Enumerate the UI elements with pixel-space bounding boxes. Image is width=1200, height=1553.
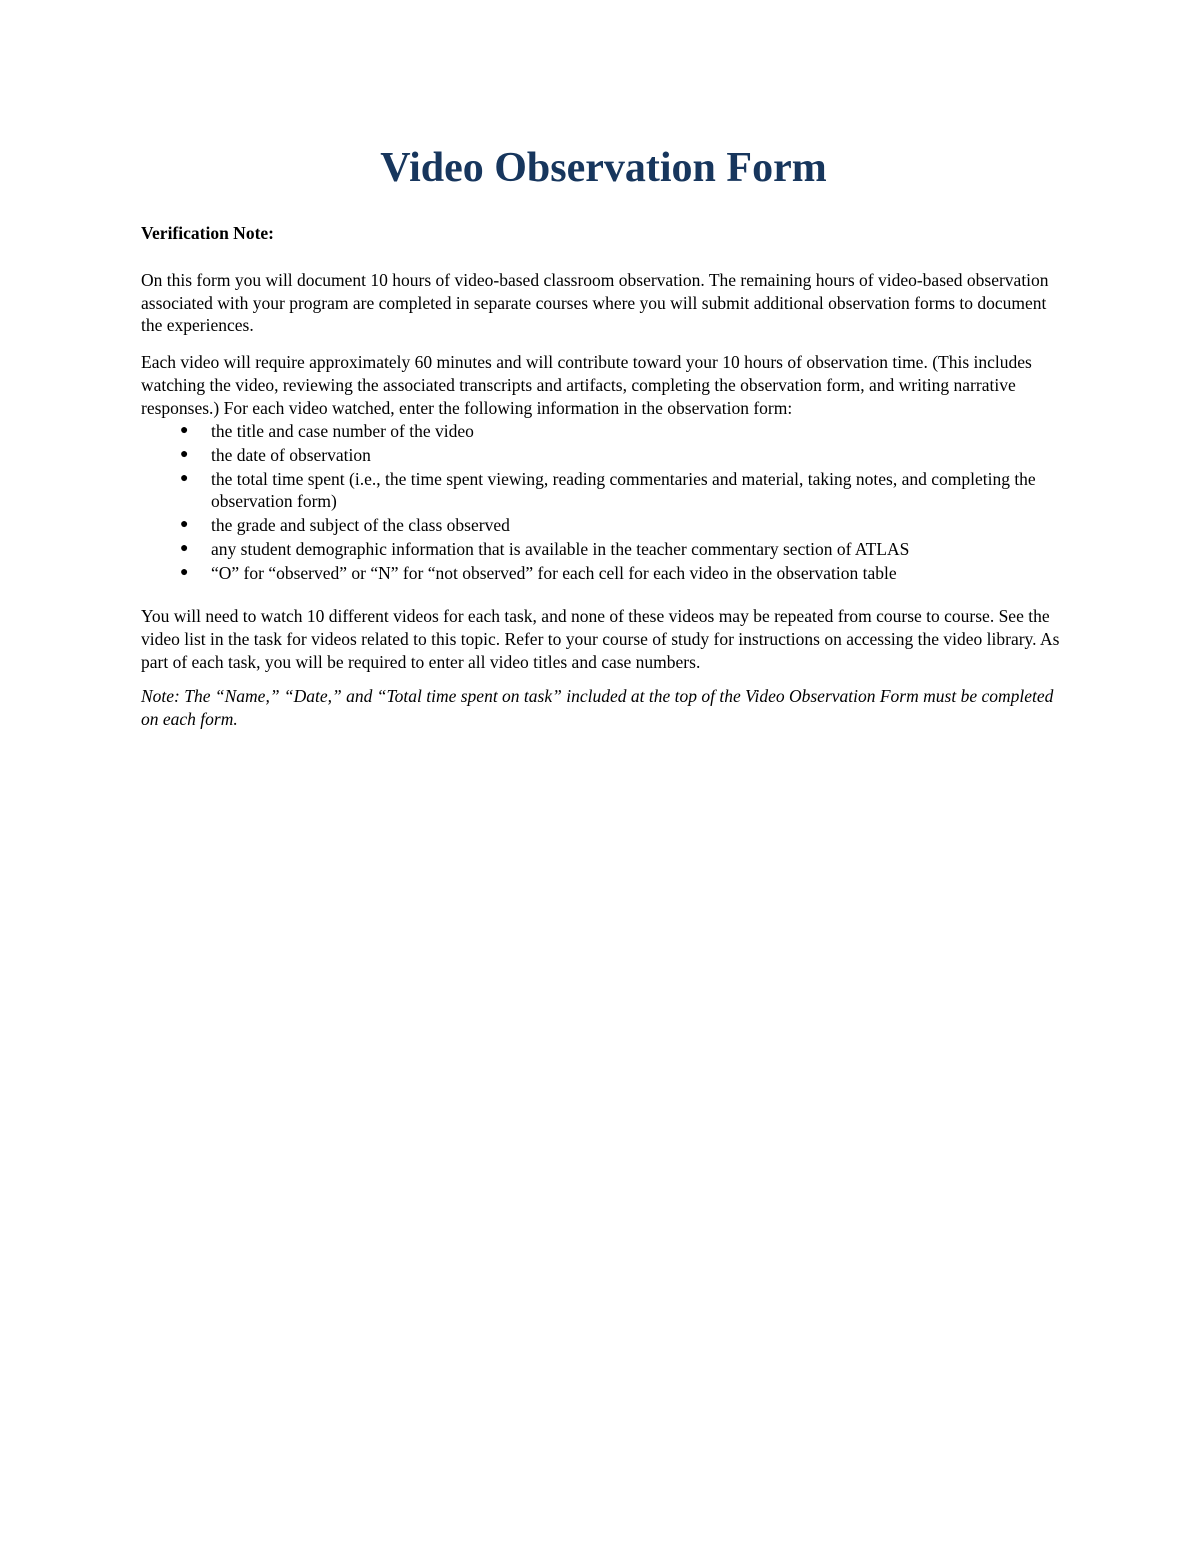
list-item-text: the title and case number of the video [211,420,474,441]
list-item [175,420,1066,443]
bullet-icon: ● [180,470,189,486]
list-item [175,538,1066,561]
each-video-paragraph: Each video will require approximately 60 minutes and will contribute toward your 10 hours of observation time. (This includes watching the video, reviewing the associated transcripts and artifacts, completing the observation form, and writing narrative responses.) For each video watched, enter the following information in the observation form: [141,352,1032,418]
list-item [175,514,1066,537]
required-info-list [141,420,1066,586]
watch-videos-paragraph: You will need to watch 10 different videos for each task, and none of these videos may be repeated from course to course. See the video list in the task for videos related to this topic. Refer to your course of study for instructions on accessing the video library. As part of each task, you will be required to enter all video titles and case numbers. [141,606,1060,672]
list-item-text: “O” for “observed” or “N” for “not observed” for each cell for each video in the observation table [211,563,897,584]
bullet-icon: ● [180,517,189,533]
intro-paragraph: On this form you will document 10 hours of video-based classroom observation. The remaining hours of video-based observation associated with your program are completed in separate courses where you will submit additional observation forms to document the experiences. [141,269,1049,336]
list-item-text: the total time spent (i.e., the time spent viewing, reading commentaries and material, taking notes, and completing the observation form) [211,468,1036,512]
list-item [175,444,1066,467]
list-item [175,468,1066,514]
list-item [175,562,1066,585]
verification-note-label: Verification Note: [141,223,274,243]
bullet-icon: ● [180,541,189,557]
bullet-icon: ● [180,565,189,581]
bullet-icon: ● [180,446,189,462]
completion-note: Note: The “Name,” “Date,” and “Total time spent on task” included at the top of the Video Observation Form must be completed on each form. [141,686,1054,730]
list-item-text: the grade and subject of the class observed [211,515,510,536]
document-content [141,140,1066,731]
page-title: Video Observation Form [380,145,827,191]
bullet-icon: ● [180,422,189,438]
list-item-text: the date of observation [211,444,371,465]
list-item-text: any student demographic information that is available in the teacher commentary section of ATLAS [211,539,910,560]
